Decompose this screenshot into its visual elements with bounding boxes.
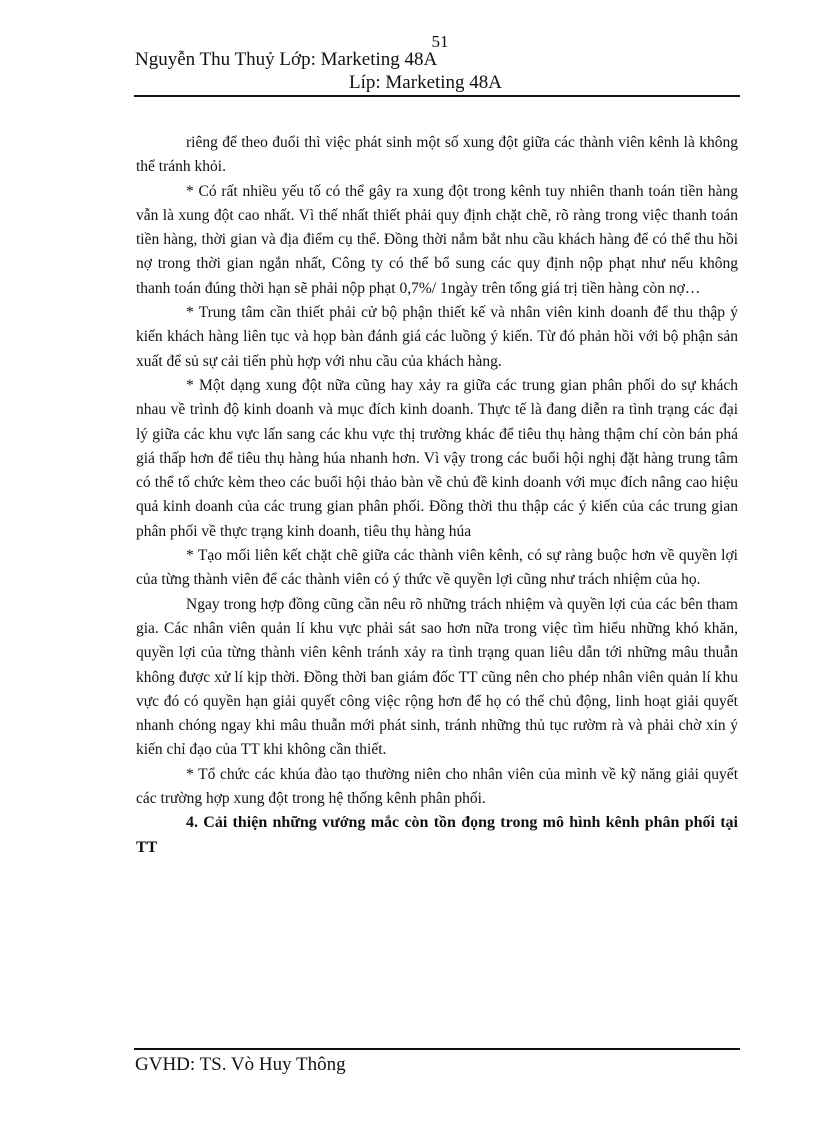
document-body [136, 131, 738, 860]
paragraph-2: * Có rất nhiều yếu tố có thể gây ra xung đột trong kênh tuy nhiên thanh toán tiền hàng vẫn là xung đột cao nhất. Vì thế nhất thiết phải quy định chặt chẽ, rõ ràng trong việc thanh toán tiền hàng, thời gian và địa điểm cụ thể. Đồng thời nắm bắt nhu cầu khách hàng để có thể thu hồi nợ trong thời gian ngắn nhất, Công ty có thể bổ sung các quy định nộp phạt như nếu không thanh toán đúng thời hạn sẽ phải nộp phạt 0,7%/ 1ngày trên tổng giá trị tiền hàng còn nợ… [136, 182, 738, 297]
paragraph-4: * Một dạng xung đột nữa cũng hay xảy ra giữa các trung gian phân phối do sự khách nhau về trình độ kinh doanh và mục đích kinh doanh. Thực tế là đang diễn ra tình trạng các đại lý giữa các khu vực lấn sang các khu vực thị trường khác để tiêu thụ hàng thậm chí còn bán phá giá thấp hơn để tiêu thụ hàng húa nhanh hơn. Vì vậy trong các buổi hội nghị đặt hàng trung tâm có thể tổ chức kèm theo các buổi hội thảo bàn về chủ đề kinh doanh với mục đích nâng cao hiệu quả kinh doanh của các trung gian phân phối. Đồng thời thu thập các ý kiến của các trung gian phân phối về thực trạng kinh doanh, tiêu thụ hàng húa [136, 376, 738, 540]
header-class: Líp: Marketing 48A [349, 72, 503, 93]
section-heading: 4. Cải thiện những vướng mắc còn tồn đọng trong mô hình kênh phân phối tại TT [136, 814, 738, 856]
header-author-class: Nguyễn Thu Thuỷ Lớp: Marketing 48A [135, 49, 438, 70]
page-number: 51 [431, 32, 449, 51]
paragraph-5: * Tạo mối liên kết chặt chẽ giữa các thành viên kênh, có sự ràng buộc hơn về quyền lợi của từng thành viên để các thành viên có ý thức về quyền lợi cũng như trách nhiệm của họ. [136, 547, 738, 589]
paragraph-3: * Trung tâm cần thiết phải cử bộ phận thiết kế và nhân viên kinh doanh để thu thập ý kiến khách hàng liên tục và họp bàn đánh giá các luồng ý kiến. Từ đó phản hồi với bộ phận sản xuất để sủ sự cải tiến phù hợp với nhu cầu của khách hàng. [136, 304, 738, 370]
paragraph-1: riêng để theo đuổi thì việc phát sinh một số xung đột giữa các thành viên kênh là không thể tránh khỏi. [136, 134, 738, 176]
footer-divider [134, 1048, 740, 1050]
paragraph-6: Ngay trong hợp đồng cũng cần nêu rõ những trách nhiệm và quyền lợi của các bên tham gia. Các nhân viên quản lí khu vực phải sát sao hơn nữa trong việc tìm hiểu những khó khăn, quyền lợi của từng thành viên kênh tránh xảy ra tình trạng quan liêu dẫn tới những mâu thuẫn không được xử lí kịp thời. Đồng thời ban giám đốc TT cũng nên cho phép nhân viên quản lí khu vực đó có quyền hạn giải quyết công việc rộng hơn để họ có thể chủ động, linh hoạt giải quyết nhanh chóng ngay khi mâu thuẫn mới phát sinh, tránh những thủ tục rườm rà và phải chờ xin ý kiến chỉ đạo của TT khi không cần thiết. [136, 595, 738, 759]
header-divider [134, 95, 740, 97]
footer-supervisor: GVHD: TS. Vò Huy Thông [135, 1054, 346, 1075]
paragraph-7: * Tổ chức các khúa đào tạo thường niên cho nhân viên của mình về kỹ năng giải quyết các trường hợp xung đột trong hệ thống kênh phân phối. [136, 765, 738, 808]
